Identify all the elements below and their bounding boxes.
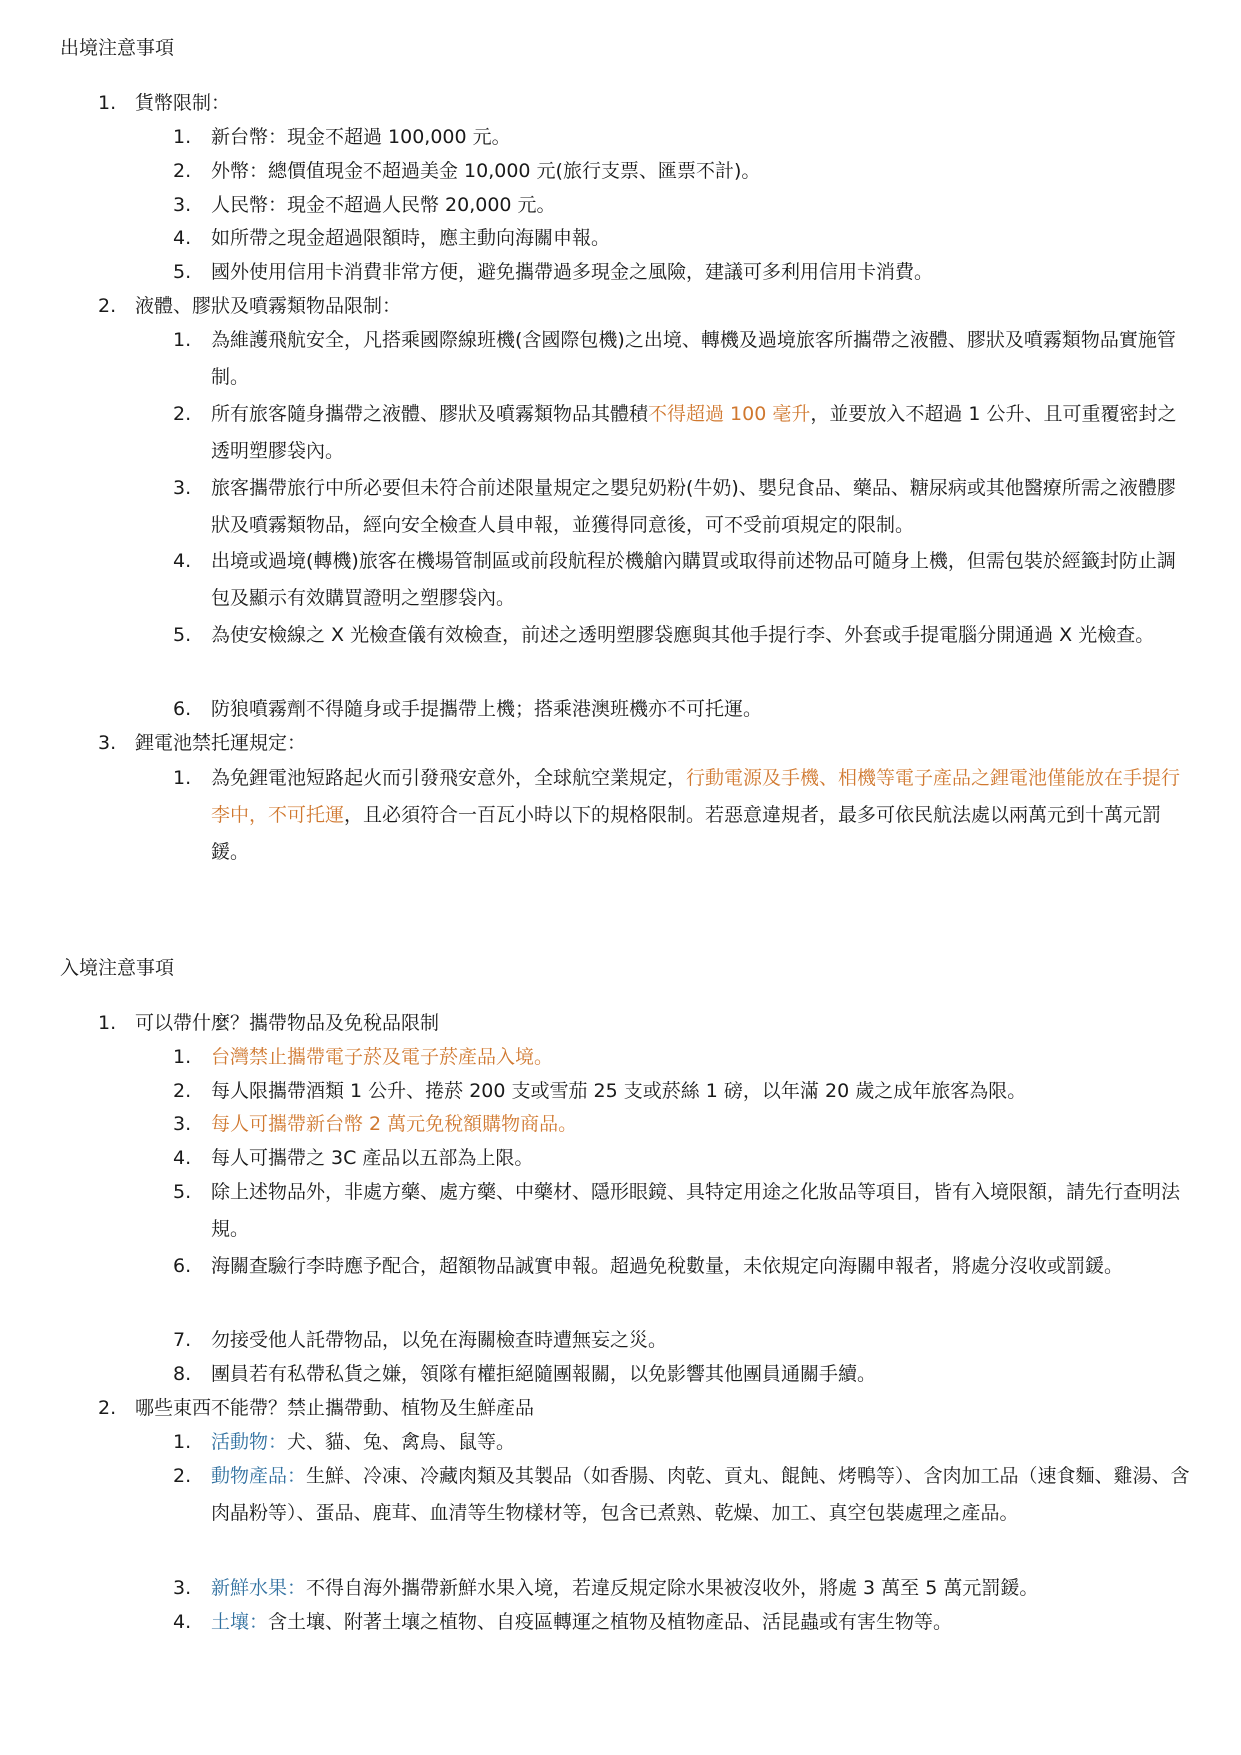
- item-text: 如所帶之現金超過限額時，應主動向海關申報。: [211, 227, 611, 249]
- departure-2-sub-3: [173, 470, 1193, 544]
- arrival-title: 入境注意事項: [60, 957, 175, 979]
- category-label: 新鮮水果：: [211, 1577, 307, 1599]
- departure-1-sub-3: [173, 187, 1193, 224]
- departure-title: 出境注意事項: [60, 37, 175, 59]
- item-number: 5.: [173, 1181, 192, 1203]
- arrival-1-sub-1: [173, 1039, 1193, 1076]
- item-number: 3.: [173, 1577, 192, 1599]
- item-number: 1.: [173, 1431, 192, 1453]
- arrival-item-2: [98, 1390, 1188, 1427]
- highlight-text: 行動電源及手機、相機等電子產品之鋰電池僅能放在手提行李中，不可托運: [211, 767, 1181, 826]
- text-part: 生鮮、冷凍、冷藏肉類及其製品（如香腸、肉乾、貢丸、餛飩、烤鴨等）、含肉加工品（速食麵、雞湯、含肉晶粉等）、蛋品、鹿茸、血清等生物樣材等，包含已煮熟、乾燥、加工、真空包裝處理之產品。: [211, 1465, 1190, 1524]
- item-text: [211, 1570, 1193, 1607]
- item-text: 每人限攜帶酒類 1 公升、捲菸 200 支或雪茄 25 支或菸絲 1 磅，以年滿 20 歲之成年旅客為限。: [211, 1080, 1027, 1102]
- item-heading: 貨幣限制：: [135, 92, 231, 114]
- item-number: 2.: [173, 403, 192, 425]
- text-part: ，並要放入不超過 1 公升、且可重覆密封之透明塑膠袋內。: [211, 403, 1177, 462]
- item-number: 3.: [173, 194, 192, 216]
- item-heading: 可以帶什麼？攜帶物品及免稅品限制: [135, 1012, 440, 1034]
- item-number: 7.: [173, 1329, 192, 1351]
- category-label: 活動物：: [211, 1431, 288, 1453]
- departure-item-3: [98, 725, 1188, 762]
- highlight-text: 台灣禁止攜帶電子菸及電子菸產品入境。: [211, 1046, 554, 1068]
- item-number: 5.: [173, 624, 192, 646]
- departure-1-sub-4: [173, 220, 1193, 257]
- item-number: 3.: [173, 1113, 192, 1135]
- arrival-1-sub-5: [173, 1174, 1193, 1248]
- item-text: 防狼噴霧劑不得隨身或手提攜帶上機；搭乘港澳班機亦不可托運。: [211, 698, 763, 720]
- item-number: 1.: [173, 329, 192, 351]
- item-number: 1.: [173, 767, 192, 789]
- item-number: 6.: [173, 1255, 192, 1277]
- item-text: 新台幣：現金不超過 100,000 元。: [211, 126, 511, 148]
- highlight-text: 每人可攜帶新台幣 2 萬元免稅額購物商品。: [211, 1113, 578, 1135]
- item-number: 4.: [173, 1611, 192, 1633]
- item-text: [211, 760, 1193, 871]
- item-text: [211, 1604, 1193, 1641]
- item-text: 每人可攜帶之 3C 產品以五部為上限。: [211, 1147, 534, 1169]
- departure-2-sub-4: [173, 543, 1193, 617]
- item-number: 2.: [173, 1465, 192, 1487]
- item-text: 團員若有私帶私貨之嫌，領隊有權拒絕隨團報關，以免影響其他團員通關手續。: [211, 1363, 877, 1385]
- arrival-1-sub-6: [173, 1248, 1193, 1285]
- item-text: [211, 1458, 1193, 1532]
- text-part: 所有旅客隨身攜帶之液體、膠狀及噴霧類物品其體積: [211, 403, 649, 425]
- item-number: 5.: [173, 261, 192, 283]
- highlight-text: 不得超過 100 毫升: [648, 403, 811, 425]
- item-text: [211, 396, 1193, 470]
- departure-1-sub-2: [173, 153, 1193, 190]
- departure-1-sub-1: [173, 119, 1193, 156]
- arrival-1-sub-8: [173, 1356, 1193, 1393]
- item-text: 外幣：總價值現金不超過美金 10,000 元(旅行支票、匯票不計)。: [211, 160, 761, 182]
- arrival-2-sub-4: [173, 1604, 1193, 1641]
- item-number: 4.: [173, 1147, 192, 1169]
- item-number: 1.: [98, 92, 117, 114]
- text-part: 含土壤、附著土壤之植物、自疫區轉運之植物及植物產品、活昆蟲或有害生物等。: [268, 1611, 953, 1633]
- item-number: 4.: [173, 227, 192, 249]
- departure-3-sub-1: [173, 760, 1193, 871]
- item-text: 出境或過境(轉機)旅客在機場管制區或前段航程於機艙內購買或取得前述物品可隨身上機，但需包裝於經籤封防止調包及顯示有效購買證明之塑膠袋內。: [211, 550, 1176, 609]
- item-number: 2.: [173, 1080, 192, 1102]
- item-number: 2.: [98, 295, 117, 317]
- arrival-item-1: [98, 1005, 1188, 1042]
- category-label: 動物產品：: [211, 1465, 307, 1487]
- departure-2-sub-1: [173, 322, 1193, 396]
- item-number: 8.: [173, 1363, 192, 1385]
- item-number: 1.: [173, 1046, 192, 1068]
- text-part: 為免鋰電池短路起火而引發飛安意外，全球航空業規定，: [211, 767, 687, 789]
- item-text: 勿接受他人託帶物品，以免在海關檢查時遭無妄之災。: [211, 1329, 668, 1351]
- item-text: 為維護飛航安全，凡搭乘國際線班機(含國際包機)之出境、轉機及過境旅客所攜帶之液體、膠狀及噴霧類物品實施管制。: [211, 329, 1176, 388]
- departure-1-sub-5: [173, 254, 1193, 291]
- text-part: 犬、貓、兔、禽鳥、鼠等。: [287, 1431, 516, 1453]
- item-text: 海關查驗行李時應予配合，超額物品誠實申報。超過免稅數量，未依規定向海關申報者，將處分沒收或罰鍰。: [211, 1255, 1124, 1277]
- item-number: 6.: [173, 698, 192, 720]
- item-heading: 鋰電池禁托運規定：: [135, 732, 307, 754]
- item-heading: 液體、膠狀及噴霧類物品限制：: [135, 295, 402, 317]
- text-part: ，且必須符合一百瓦小時以下的規格限制。若惡意違規者，最多可依民航法處以兩萬元到十萬元罰鍰。: [211, 804, 1162, 863]
- item-number: 2.: [98, 1397, 117, 1419]
- departure-item-2: [98, 288, 1188, 325]
- departure-item-1: [98, 85, 1188, 122]
- item-number: 1.: [98, 1012, 117, 1034]
- item-text: [211, 1424, 1193, 1461]
- arrival-1-sub-7: [173, 1322, 1193, 1359]
- item-number: 1.: [173, 126, 192, 148]
- item-number: 3.: [98, 732, 117, 754]
- arrival-2-sub-3: [173, 1570, 1193, 1607]
- item-text: 旅客攜帶旅行中所必要但未符合前述限量規定之嬰兒奶粉(牛奶)、嬰兒食品、藥品、糖尿病或其他醫療所需之液體膠狀及噴霧類物品，經向安全檢查人員申報，並獲得同意後，可不受前項規定的限制。: [211, 477, 1176, 536]
- departure-2-sub-5: [173, 617, 1193, 654]
- category-label: 土壤：: [211, 1611, 269, 1633]
- arrival-2-sub-1: [173, 1424, 1193, 1461]
- item-heading: 哪些東西不能帶？禁止攜帶動、植物及生鮮產品: [135, 1397, 535, 1419]
- item-number: 4.: [173, 550, 192, 572]
- arrival-1-sub-2: [173, 1073, 1193, 1110]
- item-text: 國外使用信用卡消費非常方便，避免攜帶過多現金之風險，建議可多利用信用卡消費。: [211, 261, 934, 283]
- arrival-1-sub-3: [173, 1106, 1193, 1143]
- departure-2-sub-6: [173, 691, 1193, 728]
- item-text: 人民幣：現金不超過人民幣 20,000 元。: [211, 194, 556, 216]
- departure-2-sub-2: [173, 396, 1193, 470]
- text-part: 不得自海外攜帶新鮮水果入境，若違反規定除水果被沒收外，將處 3 萬至 5 萬元罰鍰。: [306, 1577, 1039, 1599]
- item-number: 3.: [173, 477, 192, 499]
- item-number: 2.: [173, 160, 192, 182]
- item-text: 為使安檢線之 X 光檢查儀有效檢查，前述之透明塑膠袋應與其他手提行李、外套或手提電腦分開通過 X 光檢查。: [211, 624, 1155, 646]
- item-text: 除上述物品外，非處方藥、處方藥、中藥材、隱形眼鏡、具特定用途之化妝品等項目，皆有入境限額，請先行查明法規。: [211, 1181, 1181, 1240]
- arrival-2-sub-2: [173, 1458, 1193, 1532]
- arrival-1-sub-4: [173, 1140, 1193, 1177]
